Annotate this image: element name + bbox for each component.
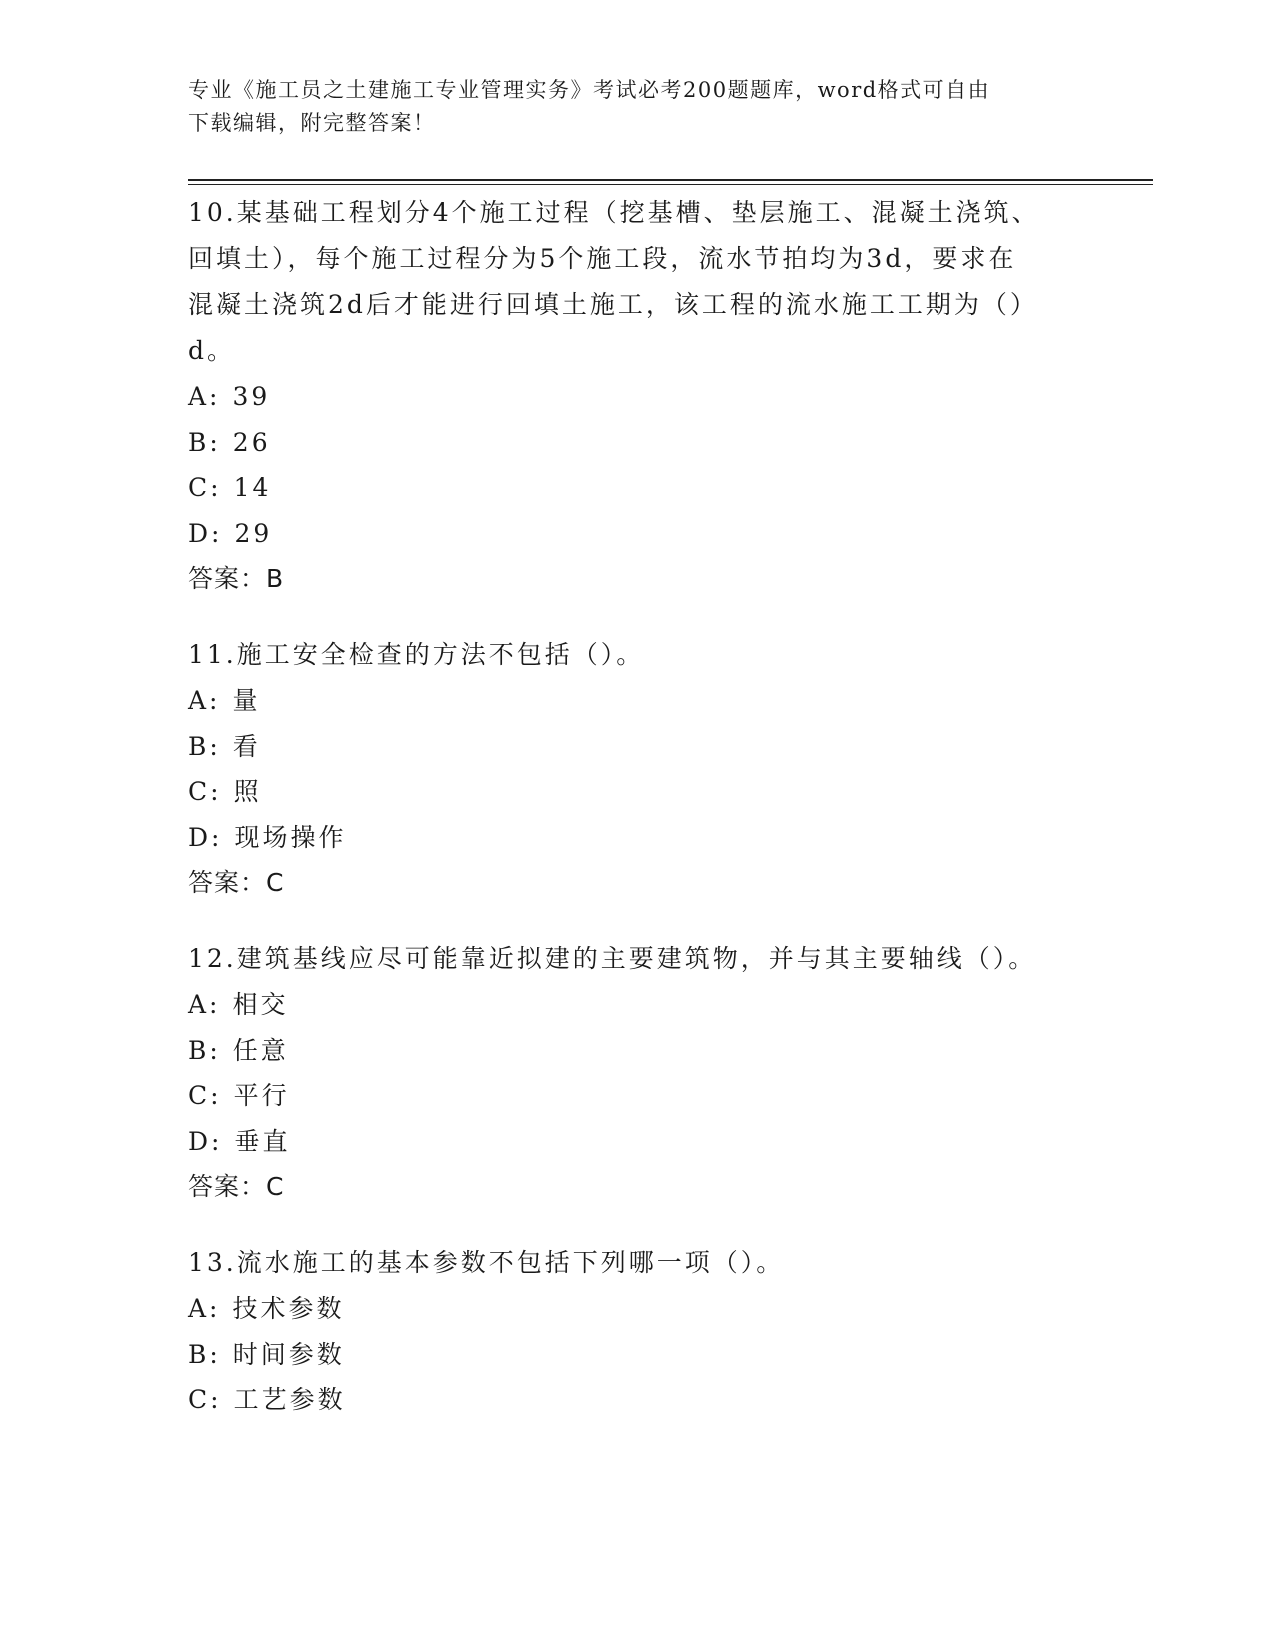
option-a [188, 374, 1088, 420]
option-c [188, 1073, 1088, 1119]
answer: 答案：C [188, 1172, 285, 1201]
option-text: 现场操作 [234, 822, 347, 852]
option-key: D: [188, 518, 223, 548]
option-key: B: [188, 1339, 221, 1369]
option-b [188, 1028, 1088, 1074]
answer: 答案：B [188, 564, 285, 593]
question-list [188, 190, 1088, 1453]
option-key: D: [188, 1126, 223, 1156]
answer: 答案：C [188, 868, 285, 897]
option-key: A: [188, 382, 221, 411]
header-divider-thick [188, 179, 1153, 181]
option-text: 平行 [233, 1081, 290, 1110]
question-text-line: 10.某基础工程划分4个施工过程（挖基槽、垫层施工、混凝土浇筑、 [188, 198, 1040, 227]
question-text-line: 混凝土浇筑2d后才能进行回填土施工，该工程的流水施工工期为（） [188, 290, 1038, 319]
question-12 [188, 936, 1088, 1210]
option-text: 照 [233, 777, 262, 806]
option-key: C: [188, 1081, 222, 1110]
option-a [188, 982, 1088, 1028]
question-text-line: 12.建筑基线应尽可能靠近拟建的主要建筑物，并与其主要轴线（）。 [188, 944, 1037, 973]
option-b [188, 420, 1088, 466]
option-c [188, 465, 1088, 511]
option-text: 看 [232, 731, 261, 761]
option-key: A: [188, 1294, 221, 1323]
option-a [188, 678, 1088, 724]
document-header [188, 74, 1068, 140]
option-text: 量 [232, 686, 261, 715]
option-text: 时间参数 [232, 1339, 345, 1369]
option-c [188, 769, 1088, 815]
option-key: B: [188, 427, 221, 457]
option-text: 29 [234, 518, 273, 548]
question-11 [188, 632, 1088, 906]
header-line-2: 下载编辑，附完整答案！ [188, 111, 436, 135]
question-10 [188, 190, 1088, 602]
question-text-line: d。 [188, 336, 236, 365]
option-key: A: [188, 990, 221, 1019]
option-key: B: [188, 731, 221, 761]
option-text: 14 [233, 473, 272, 502]
option-a [188, 1286, 1088, 1332]
option-key: C: [188, 777, 222, 806]
option-text: 垂直 [234, 1126, 291, 1156]
option-text: 任意 [232, 1035, 289, 1065]
option-key: C: [188, 473, 222, 502]
option-key: C: [188, 1385, 222, 1414]
option-text: 技术参数 [232, 1294, 345, 1323]
option-b [188, 724, 1088, 770]
option-b [188, 1332, 1088, 1378]
question-text-line: 11.施工安全检查的方法不包括（）。 [188, 640, 645, 669]
option-key: D: [188, 822, 223, 852]
question-text-line: 回填土），每个施工过程分为5个施工段，流水节拍均为3d，要求在 [188, 244, 1017, 273]
question-13 [188, 1240, 1088, 1423]
question-text-line: 13.流水施工的基本参数不包括下列哪一项（）。 [188, 1248, 785, 1277]
option-text: 工艺参数 [233, 1385, 346, 1414]
option-text: 相交 [232, 990, 289, 1019]
option-key: A: [188, 686, 221, 715]
option-key: B: [188, 1035, 221, 1065]
header-line-1: 专业《施工员之土建施工专业管理实务》考试必考200题题库，word格式可自由 [188, 78, 991, 102]
option-d [188, 815, 1088, 861]
header-divider-thin [188, 184, 1153, 185]
option-text: 39 [232, 382, 271, 411]
option-d [188, 511, 1088, 557]
option-c [188, 1377, 1088, 1423]
option-d [188, 1119, 1088, 1165]
option-text: 26 [232, 427, 271, 457]
